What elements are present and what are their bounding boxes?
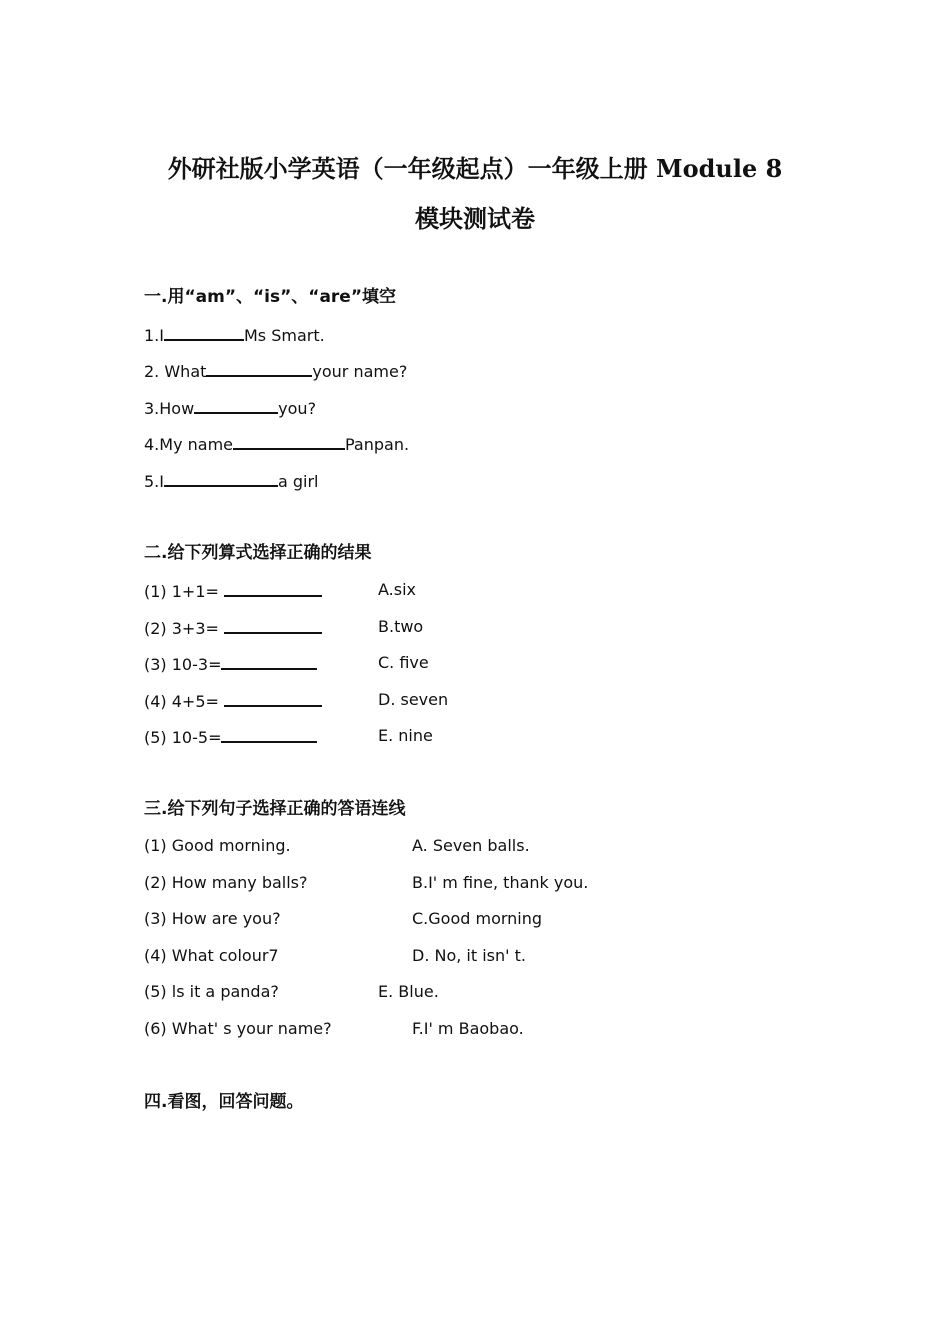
math-item-4 bbox=[144, 689, 322, 713]
answer-blank[interactable] bbox=[233, 432, 345, 450]
math-question: (2) 3+3= bbox=[144, 619, 225, 638]
match-question: (4) What colour7 bbox=[144, 946, 279, 965]
fill-item-1 bbox=[144, 323, 325, 347]
math-option: E. nine bbox=[378, 726, 433, 745]
section2-heading: 二.给下列算式选择正确的结果 bbox=[144, 543, 372, 563]
math-question: (3) 10-3= bbox=[144, 655, 222, 674]
fill-item-prefix: 5.I bbox=[144, 472, 164, 491]
math-option: C. five bbox=[378, 653, 429, 672]
section4-heading: 四.看图，回答问题。 bbox=[144, 1092, 304, 1112]
answer-blank[interactable] bbox=[221, 725, 317, 743]
match-question: (1) Good morning. bbox=[144, 836, 291, 855]
match-answer: D. No, it isn' t. bbox=[412, 946, 526, 965]
fill-item-4 bbox=[144, 432, 409, 456]
answer-blank[interactable] bbox=[224, 579, 322, 597]
match-question: (3) How are you? bbox=[144, 909, 281, 928]
fill-item-suffix: Ms Smart. bbox=[243, 326, 325, 345]
match-question: (6) What' s your name? bbox=[144, 1019, 332, 1038]
answer-blank[interactable] bbox=[224, 616, 322, 634]
math-question: (4) 4+5= bbox=[144, 692, 225, 711]
math-question: (1) 1+1= bbox=[144, 582, 225, 601]
fill-item-5 bbox=[144, 469, 319, 493]
match-question: (2) How many balls? bbox=[144, 873, 308, 892]
match-answer: F.I' m Baobao. bbox=[412, 1019, 524, 1038]
math-item-1 bbox=[144, 579, 322, 603]
math-option: B.two bbox=[378, 617, 424, 636]
fill-item-suffix: Panpan. bbox=[345, 435, 410, 454]
document-title: 外研社版小学英语（一年级起点）一年级上册 Module 8 bbox=[167, 154, 783, 183]
match-answer: E. Blue. bbox=[378, 982, 439, 1001]
fill-item-prefix: 2. What bbox=[144, 362, 207, 381]
answer-blank[interactable] bbox=[224, 689, 322, 707]
fill-item-prefix: 4.My name bbox=[144, 435, 233, 454]
fill-item-suffix: a girl bbox=[277, 472, 319, 491]
answer-blank[interactable] bbox=[194, 396, 278, 414]
answer-blank[interactable] bbox=[164, 469, 278, 487]
math-item-2 bbox=[144, 616, 322, 640]
section1-heading: 一.用“am”、“is”、“are”填空 bbox=[144, 287, 397, 307]
math-option: D. seven bbox=[378, 690, 449, 709]
section3-heading: 三.给下列句子选择正确的答语连线 bbox=[144, 799, 406, 819]
math-option: A.six bbox=[378, 580, 416, 599]
fill-item-2 bbox=[144, 359, 407, 383]
fill-item-prefix: 3.How bbox=[144, 399, 195, 418]
answer-blank[interactable] bbox=[164, 323, 244, 341]
document-subtitle: 模块测试卷 bbox=[415, 204, 535, 233]
match-answer: A. Seven balls. bbox=[412, 836, 530, 855]
fill-item-suffix: you? bbox=[278, 399, 317, 418]
fill-item-3 bbox=[144, 396, 316, 420]
answer-blank[interactable] bbox=[221, 652, 317, 670]
fill-item-suffix: your name? bbox=[312, 362, 408, 381]
math-item-3 bbox=[144, 652, 317, 676]
fill-item-prefix: 1.I bbox=[144, 326, 164, 345]
match-answer: B.I' m fine, thank you. bbox=[412, 873, 589, 892]
math-question: (5) 10-5= bbox=[144, 728, 222, 747]
math-item-5 bbox=[144, 725, 317, 749]
match-question: (5) ls it a panda? bbox=[144, 982, 279, 1001]
answer-blank[interactable] bbox=[206, 359, 312, 377]
match-answer: C.Good morning bbox=[412, 909, 543, 928]
